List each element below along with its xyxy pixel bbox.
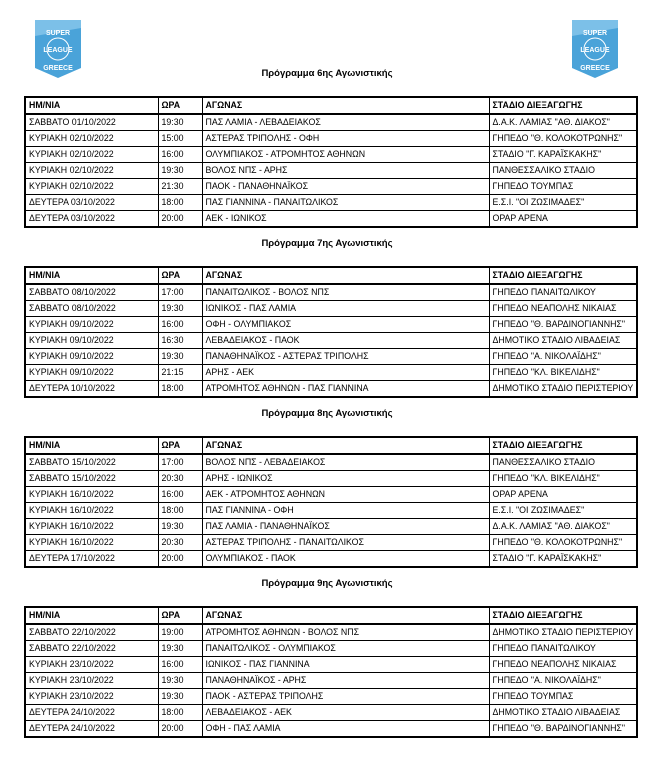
header-venue: ΣΤΑΔΙΟ ΔΙΕΞΑΓΩΓΗΣ (489, 267, 637, 284)
table-row (25, 624, 637, 641)
cell-venue: ΓΗΠΕΔΟ "ΚΛ. ΒΙΚΕΛΙΔΗΣ" (489, 471, 637, 487)
cell-match: ΠΑΣ ΛΑΜΙΑ - ΠΑΝΑΘΗΝΑΪΚΟΣ (202, 519, 489, 535)
table-row (25, 535, 637, 551)
cell-date: ΚΥΡΙΑΚΗ 02/10/2022 (25, 147, 158, 163)
header-match: ΑΓΩΝΑΣ (202, 437, 489, 454)
cell-date: ΚΥΡΙΑΚΗ 16/10/2022 (25, 503, 158, 519)
cell-match: ΑΤΡΟΜΗΤΟΣ ΑΘΗΝΩΝ - ΒΟΛΟΣ ΝΠΣ (202, 624, 489, 641)
cell-time: 19:30 (158, 114, 202, 131)
table-row (25, 365, 637, 381)
cell-match: ΒΟΛΟΣ ΝΠΣ - ΛΕΒΑΔΕΙΑΚΟΣ (202, 454, 489, 471)
cell-venue: Δ.Α.Κ. ΛΑΜΙΑΣ "ΑΘ. ΔΙΑΚΟΣ" (489, 519, 637, 535)
cell-venue: ΓΗΠΕΔΟ "Θ. ΚΟΛΟΚΟΤΡΩΝΗΣ" (489, 131, 637, 147)
logo-left-line-2: LEAGUE (43, 47, 73, 54)
logo-left-line-3: GREECE (43, 65, 73, 72)
cell-date: ΔΕΥΤΕΡΑ 17/10/2022 (25, 551, 158, 568)
cell-time: 17:00 (158, 284, 202, 301)
cell-venue: ΣΤΑΔΙΟ "Γ. ΚΑΡΑΪΣΚΑΚΗΣ" (489, 147, 637, 163)
cell-time: 17:00 (158, 454, 202, 471)
table-row (25, 317, 637, 333)
cell-time: 15:00 (158, 131, 202, 147)
table-row (25, 487, 637, 503)
table-row (25, 163, 637, 179)
cell-time: 20:00 (158, 551, 202, 568)
cell-match: ΟΦΗ - ΟΛΥΜΠΙΑΚΟΣ (202, 317, 489, 333)
cell-date: ΣΑΒΒΑΤΟ 22/10/2022 (25, 624, 158, 641)
cell-match: ΑΡΗΣ - ΙΩΝΙΚΟΣ (202, 471, 489, 487)
cell-time: 18:00 (158, 381, 202, 398)
cell-date: ΚΥΡΙΑΚΗ 09/10/2022 (25, 333, 158, 349)
table-row (25, 503, 637, 519)
cell-time: 20:00 (158, 721, 202, 738)
cell-date: ΣΑΒΒΑΤΟ 08/10/2022 (25, 284, 158, 301)
cell-match: ΠΑΝΑΘΗΝΑΪΚΟΣ - ΑΣΤΕΡΑΣ ΤΡΙΠΟΛΗΣ (202, 349, 489, 365)
table-row (25, 689, 637, 705)
cell-match: ΑΕΚ - ΙΩΝΙΚΟΣ (202, 211, 489, 228)
cell-match: ΛΕΒΑΔΕΙΑΚΟΣ - ΠΑΟΚ (202, 333, 489, 349)
header-time: ΩΡΑ (158, 437, 202, 454)
cell-date: ΣΑΒΒΑΤΟ 22/10/2022 (25, 641, 158, 657)
cell-match: ΠΑΟΚ - ΑΣΤΕΡΑΣ ΤΡΙΠΟΛΗΣ (202, 689, 489, 705)
cell-match: ΟΛΥΜΠΙΑΚΟΣ - ΠΑΟΚ (202, 551, 489, 568)
cell-date: ΔΕΥΤΕΡΑ 24/10/2022 (25, 721, 158, 738)
cell-venue: ΓΗΠΕΔΟ "Α. ΝΙΚΟΛΑΪΔΗΣ" (489, 673, 637, 689)
table-row (25, 211, 637, 228)
round-title: Πρόγραμμα 9ης Αγωνιστικής (261, 578, 393, 589)
cell-match: ΒΟΛΟΣ ΝΠΣ - ΑΡΗΣ (202, 163, 489, 179)
table-row (25, 131, 637, 147)
header-date: ΗΜ/ΝΙΑ (25, 97, 158, 114)
cell-date: ΔΕΥΤΕΡΑ 24/10/2022 (25, 705, 158, 721)
table-row (25, 349, 637, 365)
cell-date: ΚΥΡΙΑΚΗ 09/10/2022 (25, 317, 158, 333)
table-row (25, 673, 637, 689)
cell-time: 16:00 (158, 317, 202, 333)
cell-match: ΙΩΝΙΚΟΣ - ΠΑΣ ΛΑΜΙΑ (202, 301, 489, 317)
cell-date: ΚΥΡΙΑΚΗ 16/10/2022 (25, 487, 158, 503)
table-row (25, 657, 637, 673)
cell-date: ΚΥΡΙΑΚΗ 02/10/2022 (25, 131, 158, 147)
cell-date: ΚΥΡΙΑΚΗ 09/10/2022 (25, 349, 158, 365)
cell-venue: ΓΗΠΕΔΟ ΝΕΑΠΟΛΗΣ ΝΙΚΑΙΑΣ (489, 657, 637, 673)
cell-match: ΟΦΗ - ΠΑΣ ΛΑΜΙΑ (202, 721, 489, 738)
table-row (25, 179, 637, 195)
cell-match: ΑΡΗΣ - ΑΕΚ (202, 365, 489, 381)
table-header-row (25, 267, 637, 284)
cell-venue: ΓΗΠΕΔΟ ΠΑΝΑΙΤΩΛΙΚΟΥ (489, 284, 637, 301)
cell-date: ΚΥΡΙΑΚΗ 02/10/2022 (25, 179, 158, 195)
cell-venue: ΔΗΜΟΤΙΚΟ ΣΤΑΔΙΟ ΠΕΡΙΣΤΕΡΙΟΥ (489, 624, 637, 641)
cell-time: 16:00 (158, 657, 202, 673)
cell-match: ΠΑΣ ΓΙΑΝΝΙΝΑ - ΟΦΗ (202, 503, 489, 519)
cell-match: ΑΣΤΕΡΑΣ ΤΡΙΠΟΛΗΣ - ΟΦΗ (202, 131, 489, 147)
cell-time: 19:30 (158, 301, 202, 317)
cell-date: ΔΕΥΤΕΡΑ 03/10/2022 (25, 195, 158, 211)
header-date: ΗΜ/ΝΙΑ (25, 607, 158, 624)
cell-time: 19:30 (158, 673, 202, 689)
cell-match: ΙΩΝΙΚΟΣ - ΠΑΣ ΓΙΑΝΝΙΝΑ (202, 657, 489, 673)
header-date: ΗΜ/ΝΙΑ (25, 437, 158, 454)
logo-right-line-2: LEAGUE (580, 47, 610, 54)
header-time: ΩΡΑ (158, 267, 202, 284)
cell-time: 20:30 (158, 471, 202, 487)
cell-venue: ΓΗΠΕΔΟ "Α. ΝΙΚΟΛΑΪΔΗΣ" (489, 349, 637, 365)
schedule-table (24, 96, 638, 228)
cell-date: ΣΑΒΒΑΤΟ 15/10/2022 (25, 454, 158, 471)
logo-left-line-1: SUPER (45, 30, 71, 37)
cell-match: ΠΑΝΑΘΗΝΑΪΚΟΣ - ΑΡΗΣ (202, 673, 489, 689)
table-row (25, 301, 637, 317)
cell-time: 20:30 (158, 535, 202, 551)
cell-time: 18:00 (158, 705, 202, 721)
header-match: ΑΓΩΝΑΣ (202, 607, 489, 624)
table-row (25, 519, 637, 535)
cell-venue: ΓΗΠΕΔΟ "Θ. ΚΟΛΟΚΟΤΡΩΝΗΣ" (489, 535, 637, 551)
schedule-table (24, 606, 638, 738)
cell-venue: ΓΗΠΕΔΟ ΤΟΥΜΠΑΣ (489, 689, 637, 705)
logo-right-line-1: SUPER (582, 30, 608, 37)
cell-venue: ΔΗΜΟΤΙΚΟ ΣΤΑΔΙΟ ΠΕΡΙΣΤΕΡΙΟΥ (489, 381, 637, 398)
table-row (25, 147, 637, 163)
table-header-row (25, 607, 637, 624)
cell-match: ΠΑΣ ΓΙΑΝΝΙΝΑ - ΠΑΝΑΙΤΩΛΙΚΟΣ (202, 195, 489, 211)
cell-match: ΑΕΚ - ΑΤΡΟΜΗΤΟΣ ΑΘΗΝΩΝ (202, 487, 489, 503)
cell-venue: ΣΤΑΔΙΟ "Γ. ΚΑΡΑΪΣΚΑΚΗΣ" (489, 551, 637, 568)
round-title: Πρόγραμμα 7ης Αγωνιστικής (261, 238, 393, 249)
cell-time: 19:30 (158, 519, 202, 535)
cell-venue: ΠΑΝΘΕΣΣΑΛΙΚΟ ΣΤΑΔΙΟ (489, 454, 637, 471)
table-row (25, 551, 637, 568)
cell-time: 20:00 (158, 211, 202, 228)
cell-match: ΠΑΝΑΙΤΩΛΙΚΟΣ - ΟΛΥΜΠΙΑΚΟΣ (202, 641, 489, 657)
cell-date: ΚΥΡΙΑΚΗ 02/10/2022 (25, 163, 158, 179)
cell-date: ΚΥΡΙΑΚΗ 16/10/2022 (25, 535, 158, 551)
cell-venue: ΓΗΠΕΔΟ ΠΑΝΑΙΤΩΛΙΚΟΥ (489, 641, 637, 657)
header-venue: ΣΤΑΔΙΟ ΔΙΕΞΑΓΩΓΗΣ (489, 437, 637, 454)
cell-time: 21:15 (158, 365, 202, 381)
table-row (25, 333, 637, 349)
cell-match: ΑΣΤΕΡΑΣ ΤΡΙΠΟΛΗΣ - ΠΑΝΑΙΤΩΛΙΚΟΣ (202, 535, 489, 551)
cell-venue: Ε.Σ.Ι. "ΟΙ ΖΩΣΙΜΑΔΕΣ" (489, 195, 637, 211)
round-title: Πρόγραμμα 6ης Αγωνιστικής (261, 68, 393, 79)
cell-venue: ΔΗΜΟΤΙΚΟ ΣΤΑΔΙΟ ΛΙΒΑΔΕΙΑΣ (489, 705, 637, 721)
table-header-row (25, 97, 637, 114)
cell-venue: ΓΗΠΕΔΟ "ΚΛ. ΒΙΚΕΛΙΔΗΣ" (489, 365, 637, 381)
schedule-table (24, 266, 638, 398)
table-row (25, 721, 637, 738)
header-match: ΑΓΩΝΑΣ (202, 97, 489, 114)
cell-venue: Δ.Α.Κ. ΛΑΜΙΑΣ "ΑΘ. ΔΙΑΚΟΣ" (489, 114, 637, 131)
cell-venue: ΓΗΠΕΔΟ "Θ. ΒΑΡΔΙΝΟΓΙΑΝΝΗΣ" (489, 317, 637, 333)
round-title: Πρόγραμμα 8ης Αγωνιστικής (261, 408, 393, 419)
cell-date: ΚΥΡΙΑΚΗ 23/10/2022 (25, 657, 158, 673)
table-row (25, 381, 637, 398)
header-match: ΑΓΩΝΑΣ (202, 267, 489, 284)
cell-venue: ΟΡΑΡ ΑΡΕΝΑ (489, 487, 637, 503)
cell-date: ΚΥΡΙΑΚΗ 23/10/2022 (25, 673, 158, 689)
cell-time: 19:30 (158, 163, 202, 179)
cell-date: ΣΑΒΒΑΤΟ 01/10/2022 (25, 114, 158, 131)
cell-date: ΚΥΡΙΑΚΗ 09/10/2022 (25, 365, 158, 381)
header-time: ΩΡΑ (158, 97, 202, 114)
cell-match: ΟΛΥΜΠΙΑΚΟΣ - ΑΤΡΟΜΗΤΟΣ ΑΘΗΝΩΝ (202, 147, 489, 163)
cell-time: 16:30 (158, 333, 202, 349)
cell-time: 19:30 (158, 689, 202, 705)
cell-time: 18:00 (158, 503, 202, 519)
table-header-row (25, 437, 637, 454)
cell-venue: ΓΗΠΕΔΟ "Θ. ΒΑΡΔΙΝΟΓΙΑΝΝΗΣ" (489, 721, 637, 738)
cell-date: ΔΕΥΤΕΡΑ 10/10/2022 (25, 381, 158, 398)
cell-venue: ΓΗΠΕΔΟ ΤΟΥΜΠΑΣ (489, 179, 637, 195)
cell-match: ΠΑΣ ΛΑΜΙΑ - ΛΕΒΑΔΕΙΑΚΟΣ (202, 114, 489, 131)
cell-venue: ΓΗΠΕΔΟ ΝΕΑΠΟΛΗΣ ΝΙΚΑΙΑΣ (489, 301, 637, 317)
table-row (25, 641, 637, 657)
cell-match: ΠΑΝΑΙΤΩΛΙΚΟΣ - ΒΟΛΟΣ ΝΠΣ (202, 284, 489, 301)
cell-date: ΚΥΡΙΑΚΗ 16/10/2022 (25, 519, 158, 535)
cell-time: 21:30 (158, 179, 202, 195)
cell-time: 19:30 (158, 641, 202, 657)
schedule-table (24, 436, 638, 568)
cell-time: 19:30 (158, 349, 202, 365)
cell-match: ΠΑΟΚ - ΠΑΝΑΘΗΝΑΪΚΟΣ (202, 179, 489, 195)
header-venue: ΣΤΑΔΙΟ ΔΙΕΞΑΓΩΓΗΣ (489, 97, 637, 114)
cell-venue: ΠΑΝΘΕΣΣΑΛΙΚΟ ΣΤΑΔΙΟ (489, 163, 637, 179)
cell-venue: ΔΗΜΟΤΙΚΟ ΣΤΑΔΙΟ ΛΙΒΑΔΕΙΑΣ (489, 333, 637, 349)
cell-match: ΛΕΒΑΔΕΙΑΚΟΣ - ΑΕΚ (202, 705, 489, 721)
cell-time: 16:00 (158, 147, 202, 163)
cell-date: ΣΑΒΒΑΤΟ 08/10/2022 (25, 301, 158, 317)
cell-time: 18:00 (158, 195, 202, 211)
cell-time: 19:00 (158, 624, 202, 641)
header-time: ΩΡΑ (158, 607, 202, 624)
table-row (25, 284, 637, 301)
header-venue: ΣΤΑΔΙΟ ΔΙΕΞΑΓΩΓΗΣ (489, 607, 637, 624)
cell-match: ΑΤΡΟΜΗΤΟΣ ΑΘΗΝΩΝ - ΠΑΣ ΓΙΑΝΝΙΝΑ (202, 381, 489, 398)
table-row (25, 114, 637, 131)
table-row (25, 195, 637, 211)
cell-venue: ΟΡΑΡ ΑΡΕΝΑ (489, 211, 637, 228)
header-date: ΗΜ/ΝΙΑ (25, 267, 158, 284)
logo-right-line-3: GREECE (580, 65, 610, 72)
table-row (25, 705, 637, 721)
cell-time: 16:00 (158, 487, 202, 503)
cell-date: ΔΕΥΤΕΡΑ 03/10/2022 (25, 211, 158, 228)
cell-date: ΚΥΡΙΑΚΗ 23/10/2022 (25, 689, 158, 705)
table-row (25, 471, 637, 487)
cell-date: ΣΑΒΒΑΤΟ 15/10/2022 (25, 471, 158, 487)
cell-venue: Ε.Σ.Ι. "ΟΙ ΖΩΣΙΜΑΔΕΣ" (489, 503, 637, 519)
table-row (25, 454, 637, 471)
